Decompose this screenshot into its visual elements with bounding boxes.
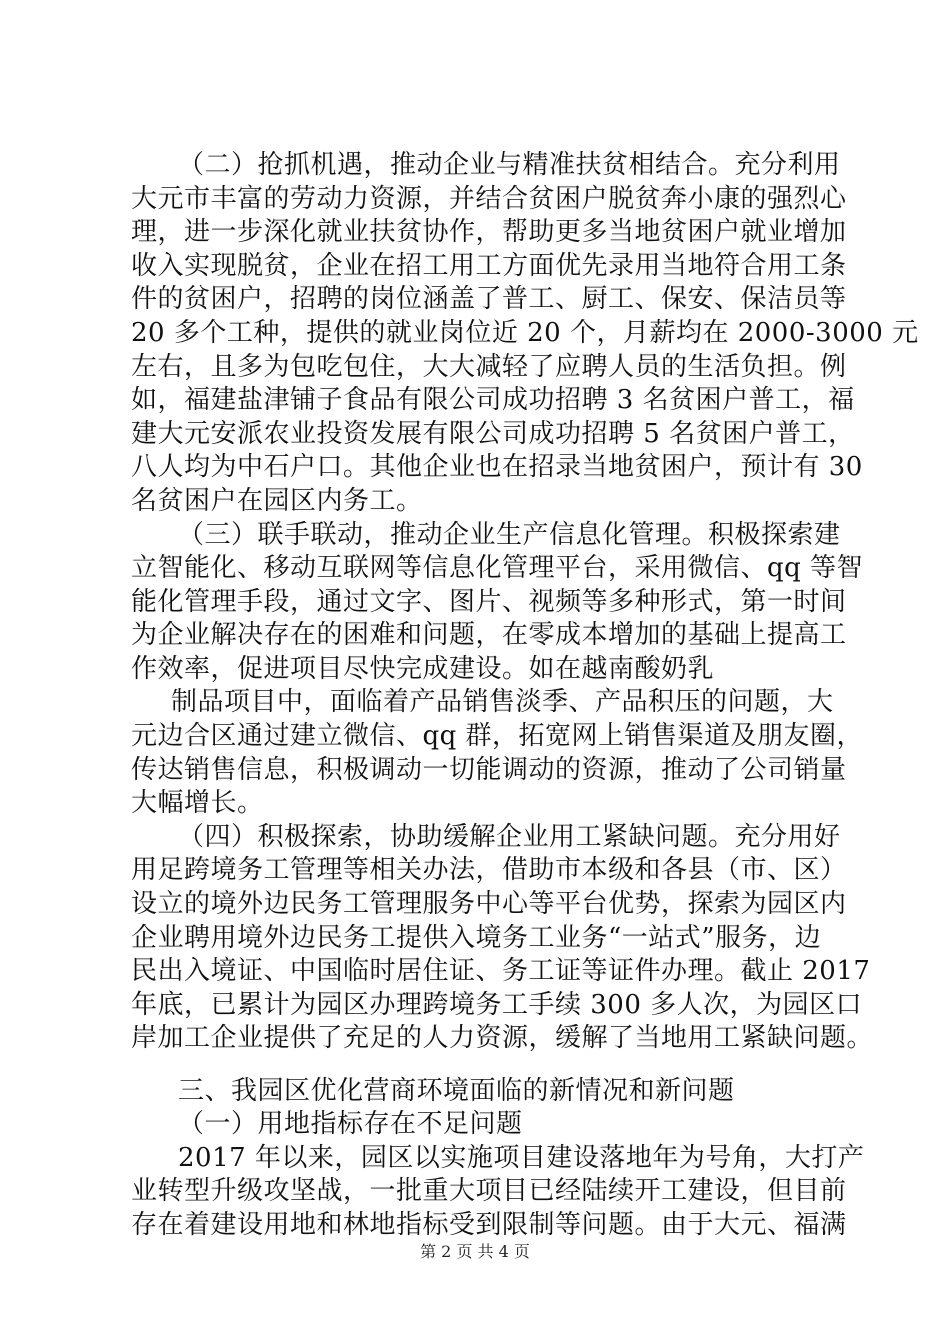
paragraph-line: 能化管理手段，通过文字、图片、视频等多种形式，第一时间 <box>131 587 847 617</box>
paragraph-line: 大幅增长。 <box>131 788 264 818</box>
paragraph-line: （三）联手联动，推动企业生产信息化管理。积极探索建 <box>178 520 841 550</box>
paragraph-line: 传达销售信息，积极调动一切能调动的资源，推动了公司销量 <box>131 755 847 785</box>
paragraph-line: 件的贫困户，招聘的岗位涵盖了普工、厨工、保安、保洁员等 <box>131 284 847 314</box>
paragraph-line: 收入实现脱贫，企业在招工用工方面优先录用当地符合用工条 <box>131 251 847 281</box>
paragraph-line: 20 多个工种，提供的就业岗位近 20 个，月薪均在 2000-3000 元 <box>131 318 919 348</box>
section-heading: 三、我园区优化营商环境面临的新情况和新问题 <box>178 1076 735 1106</box>
paragraph-line: 理，进一步深化就业扶贫协作，帮助更多当地贫困户就业增加 <box>131 217 847 247</box>
page-footer: 第 2 页 共 4 页 <box>420 1242 530 1261</box>
paragraph-line: （二）抢抓机遇，推动企业与精准扶贫相结合。充分利用 <box>178 150 841 180</box>
subsection-heading: （一）用地指标存在不足问题 <box>178 1109 523 1139</box>
paragraph-line: 元边合区通过建立微信、qq 群，拓宽网上销售渠道及朋友圈， <box>131 721 864 751</box>
paragraph-line: 左右，且多为包吃包住，大大减轻了应聘人员的生活负担。例 <box>131 352 847 382</box>
paragraph-line: 为企业解决存在的困难和问题，在零成本增加的基础上提高工 <box>131 620 847 650</box>
paragraph-line: 岸加工企业提供了充足的人力资源，缓解了当地用工紧缺问题。 <box>131 1023 874 1053</box>
paragraph-line: 制品项目中，面临着产品销售淡季、产品积压的问题，大 <box>171 687 834 717</box>
paragraph-line: 建大元安派农业投资发展有限公司成功招聘 5 名贫困户普工， <box>131 419 855 449</box>
paragraph-line: 设立的境外边民务工管理服务中心等平台优势，探索为园区内 <box>131 889 847 919</box>
paragraph-line: 企业聘用境外边民务工提供入境务工业务“一站式”服务，边 <box>131 923 822 953</box>
paragraph-line: 用足跨境务工管理等相关办法，借助市本级和各县（市、区） <box>131 855 847 885</box>
paragraph-line: 年底，已累计为园区办理跨境务工手续 300 多人次，为园区口 <box>131 990 863 1020</box>
paragraph-line: （四）积极探索，协助缓解企业用工紧缺问题。充分用好 <box>178 822 841 852</box>
paragraph-line: 大元市丰富的劳动力资源，并结合贫困户脱贫奔小康的强烈心 <box>131 184 847 214</box>
paragraph-line: 立智能化、移动互联网等信息化管理平台，采用微信、qq 等智 <box>131 553 864 583</box>
paragraph-line: 业转型升级攻坚战，一批重大项目已经陆续开工建设，但目前 <box>131 1176 847 1206</box>
paragraph-line: 2017 年以来，园区以实施项目建设落地年为号角，大打产 <box>178 1143 865 1173</box>
paragraph-line: 名贫困户在园区内务工。 <box>131 486 423 516</box>
paragraph-line: 如，福建盐津铺子食品有限公司成功招聘 3 名贫困户普工，福 <box>131 385 855 415</box>
paragraph-line: 民出入境证、中国临时居住证、务工证等证件办理。截止 2017 <box>131 956 871 986</box>
paragraph-line: 作效率，促进项目尽快完成建设。如在越南酸奶乳 <box>131 654 715 684</box>
paragraph-line: 存在着建设用地和林地指标受到限制等问题。由于大元、福满 <box>131 1210 847 1240</box>
paragraph-line: 八人均为中石户口。其他企业也在招录当地贫困户，预计有 30 <box>131 452 863 482</box>
